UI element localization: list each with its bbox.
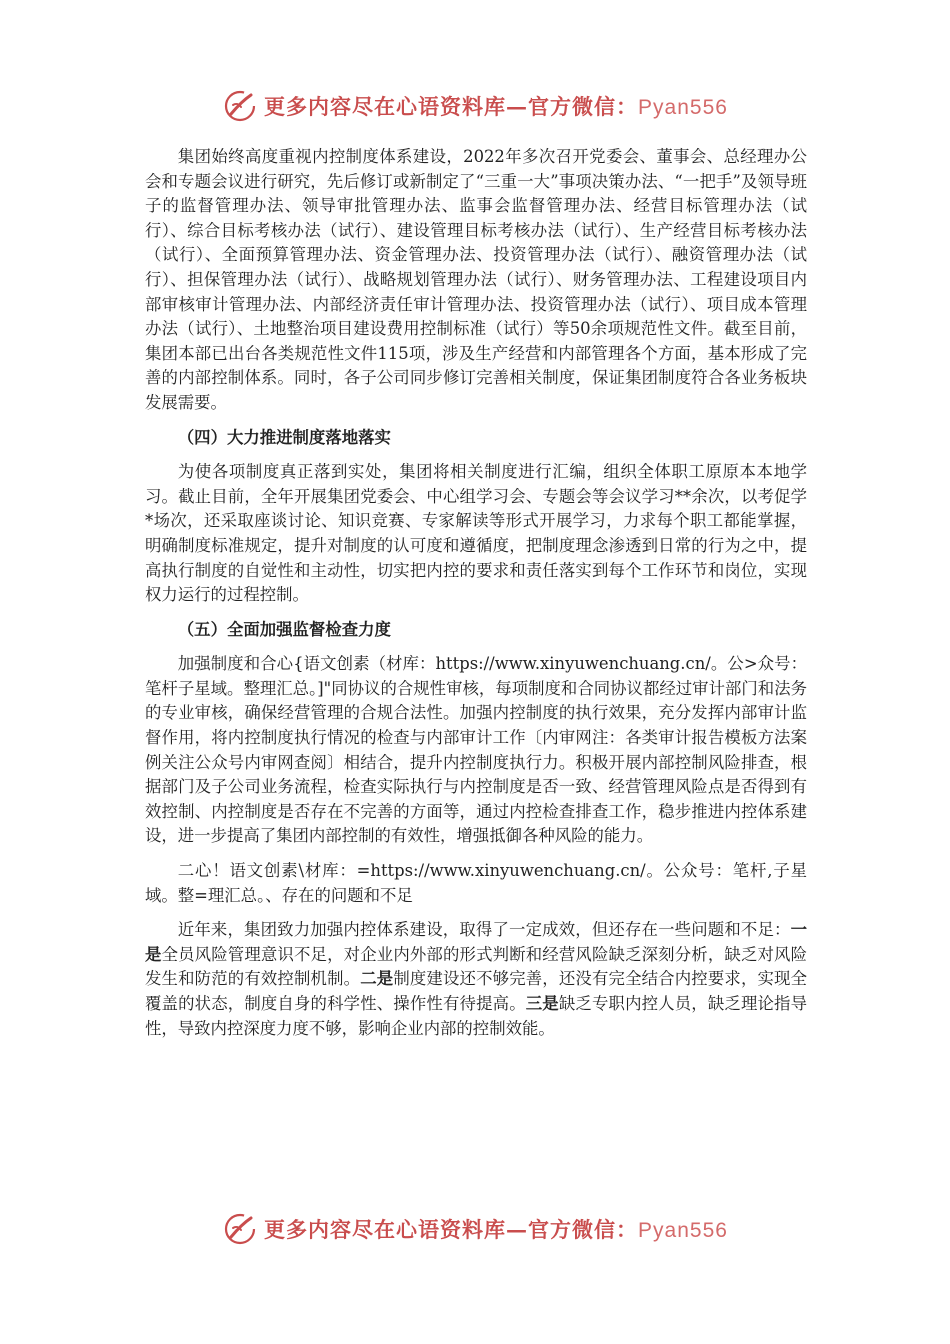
paragraph-implementation: 为使各项制度真正落到实处，集团将相关制度进行汇编，组织全体职工原原本本地学习。截止目前，全年开展集团党委会、中心组学习会、专题会等会议学习**余次，以考促学*场次，还采取座谈讨论、知识竞赛、专家解读等形式开展学习，力求每个职工都能掌握，明确制度标准规定，提升对制度的认可度和遵循度，把制度理念渗透到日常的行为之中，提高执行制度的自觉性和主动性，切实把内控的要求和责任落实到每个工作环节和岗位，实现权力运行的过程控制。 [145,462,807,605]
footer-banner [0,1209,950,1249]
section-heading-5: （五）全面加强监督检查力度 [177,619,391,639]
brush-stroke-logo-icon [222,1211,258,1247]
footer-wechat-id: Pyan556 [638,1219,728,1242]
paragraph-system-construction: 集团始终高度重视内控制度体系建设，2022年多次召开党委会、董事会、总经理办公会和专题会议进行研究，先后修订或新制定了“三重一大”事项决策办法、“一把手”及领导班子的监督管理办法、领导审批管理办法、监事会监督管理办法、经营目标管理办法（试行）、综合目标考核办法（试行）、建设管理目标考核办法（试行）、生产经营目标考核办法（试行）、全面预算管理办法、资金管理办法、投资管理办法（试行）、融资管理办法（试行）、担保管理办法（试行）、战略规划管理办法（试行）、财务管理办法、工程建设项目内部审核审计管理办法、内部经济责任审计管理办法、投资管理办法（试行）、项目成本管理办法（试行）、土地整治项目建设费用控制标准（试行）等50余项规范性文件。截至目前，集团本部已出台各类规范性文件115项，涉及生产经营和内部管理各个方面，基本形成了完善的内部控制体系。同时，各子公司同步修订完善相关制度，保证集团制度符合各业务板块发展需要。 [145,147,807,412]
paragraph-problems: 近年来，集团致力加强内控体系建设，取得了一定成效，但还存在一些问题和不足：一是全员风险管理意识不足，对企业内外部的形式判断和经营风险缺乏深刻分析，缺乏对风险发生和防范的有效控制机制。二是制度建设还不够完善，还没有完全结合内控要求，实现全覆盖的状态，制度自身的科学性、操作性有待提高。三是缺乏专职内控人员，缺乏理论指导性，导致内控深度力度不够，影响企业内部的控制效能。 [145,920,808,1038]
keyword-third: 三是 [525,994,559,1013]
footer-banner-text: 更多内容尽在心语资料库—官方微信：Pyan556 [264,1217,728,1242]
header-banner-text: 更多内容尽在心语资料库—官方微信：Pyan556 [264,94,728,119]
paragraph-problems-heading: 二心！语文创素\材库：=https://www.xinyuwenchuang.cn/。公众号：笔杆,子星域。整=理汇总。、存在的问题和不足 [145,861,807,905]
brush-stroke-logo-icon [222,88,258,124]
paragraph-supervision: 加强制度和合心{语文创素（材库：https://www.xinyuwenchuang.cn/。公>众号：笔杆子星域。整理汇总。]"同协议的合规性审核，每项制度和合同协议都经过审计部门和法务的专业审核，确保经营管理的合规合法性。加强内控制度的执行效果，充分发挥内部审计监督作用，将内控制度执行情况的检查与内部审计工作〔内审网注：各类审计报告模板方法案例关注公众号内审网查阅〕相结合，提升内控制度执行力。积极开展内部控制风险排查，根据部门及子公司业务流程，检查实际执行与内控制度是否一致、经营管理风险点是否得到有效控制、内控制度是否存在不完善的方面等，通过内控检查排查工作，稳步推进内控体系建设，进一步提高了集团内部控制的有效性，增强抵御各种风险的能力。 [145,654,807,846]
keyword-second: 二是 [360,969,394,989]
header-wechat-id: Pyan556 [638,96,728,119]
document-body [145,145,807,1041]
header-banner [0,86,950,126]
section-heading-4: （四）大力推进制度落地落实 [177,427,391,447]
keyword-first: 一是 [145,920,807,964]
